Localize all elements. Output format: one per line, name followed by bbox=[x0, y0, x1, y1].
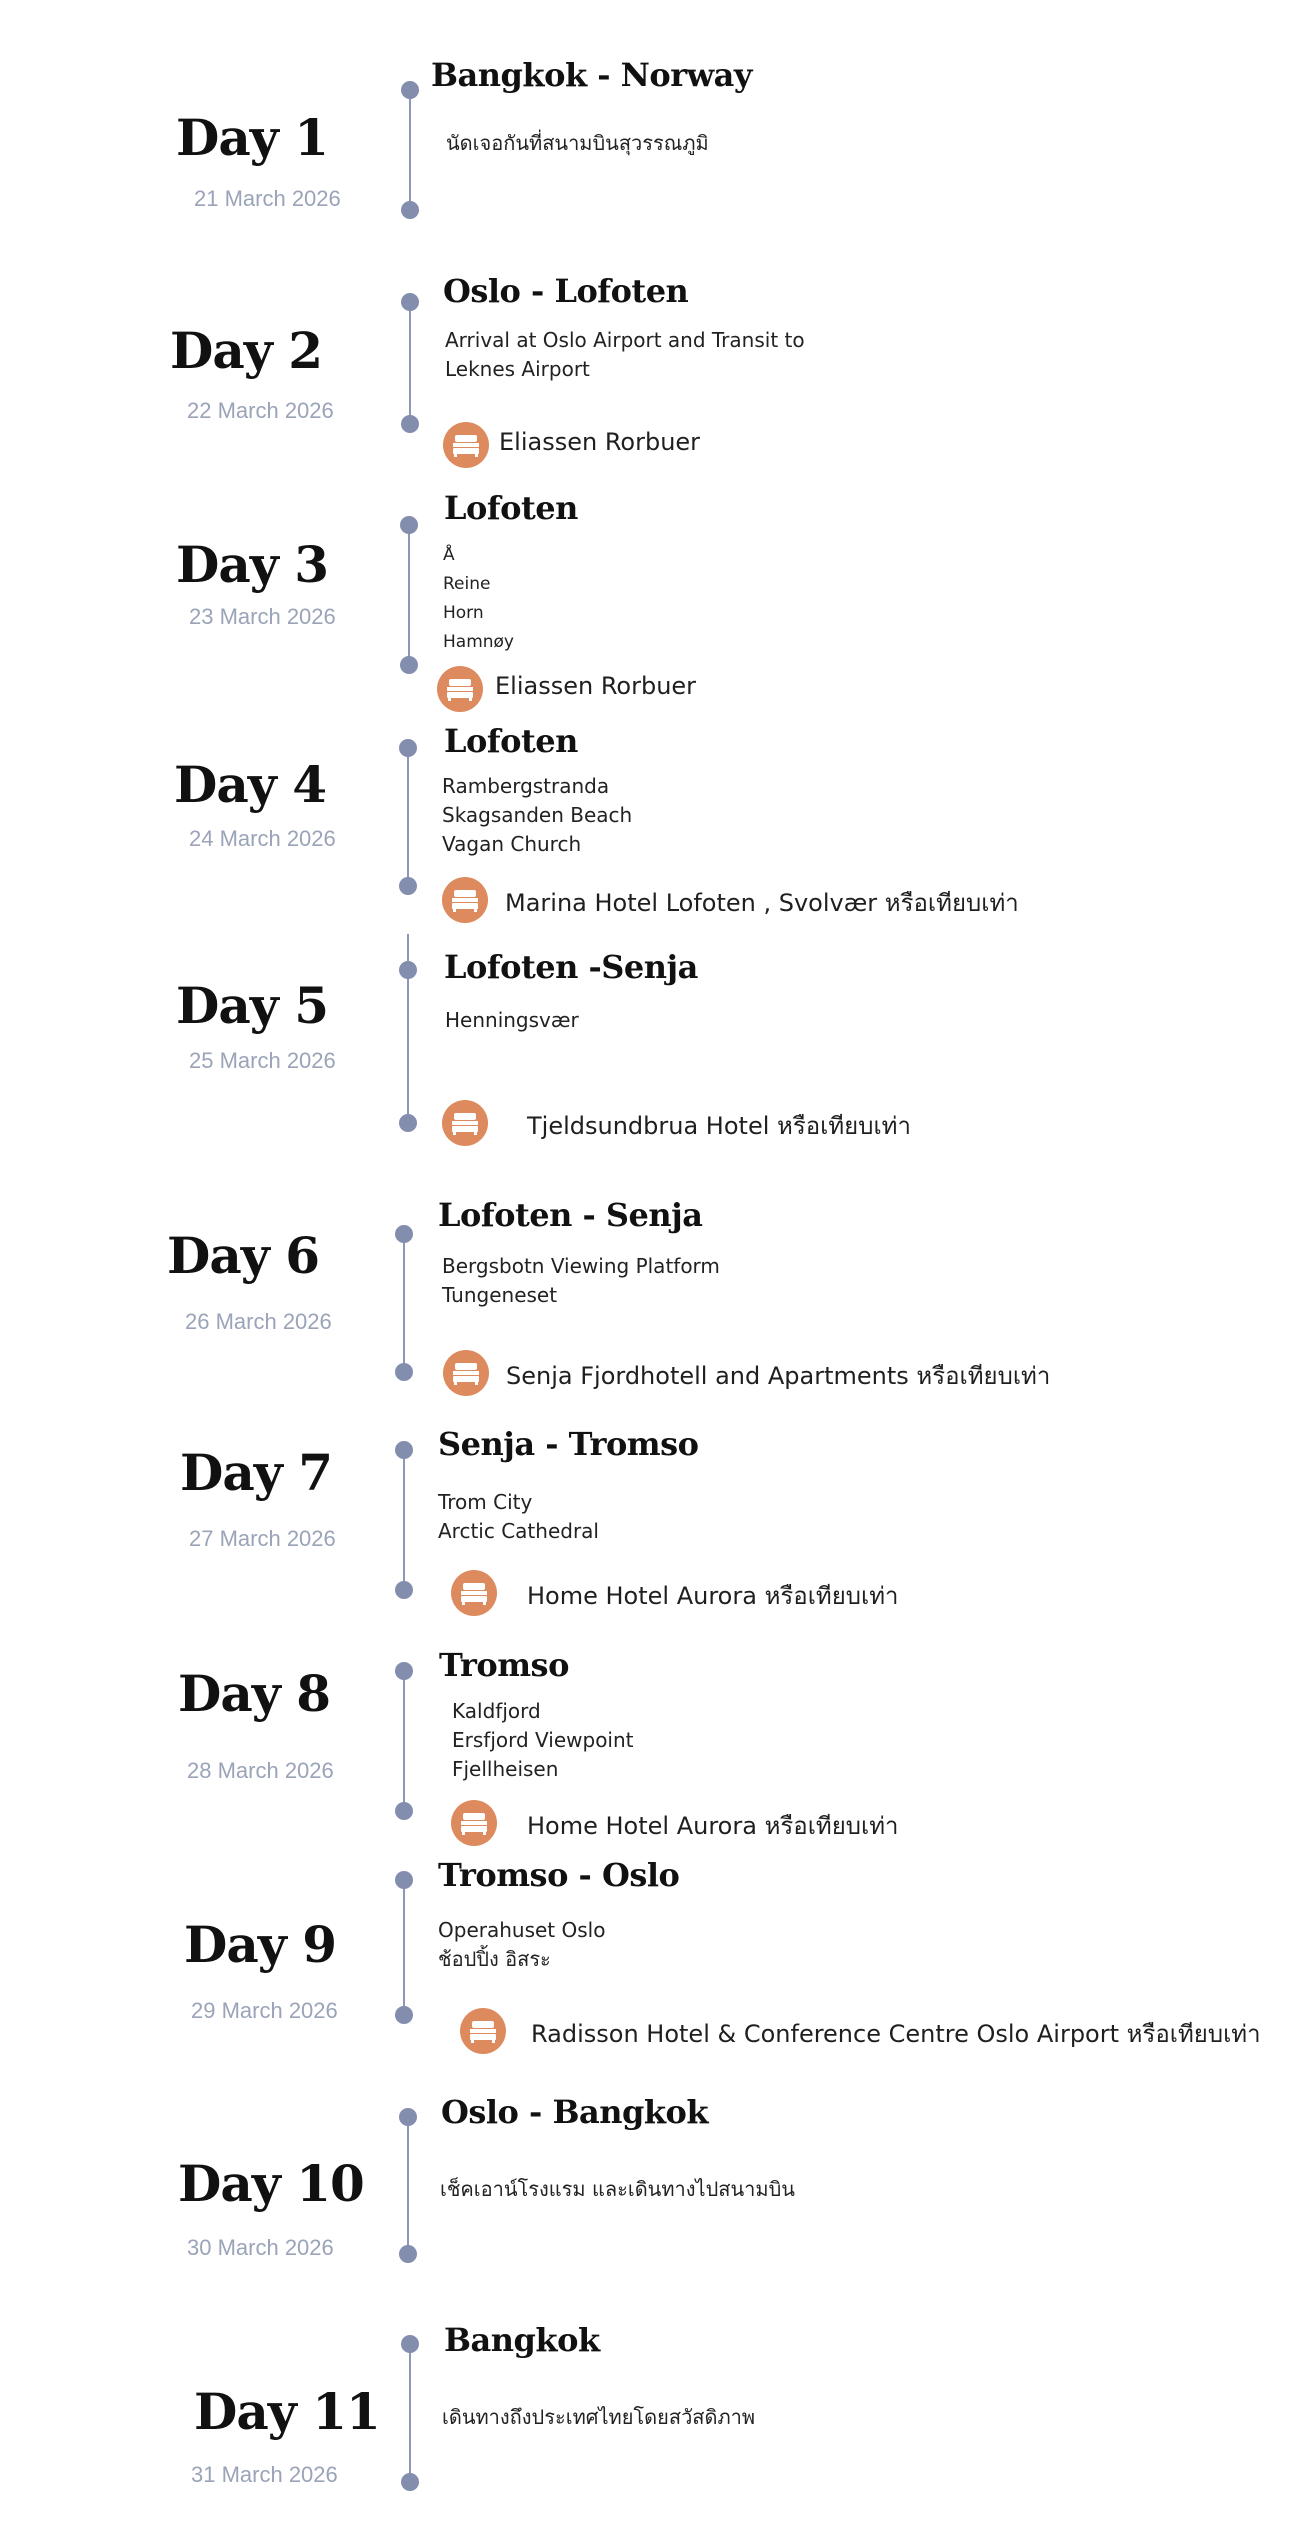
timeline-dot-start bbox=[401, 2335, 419, 2353]
timeline-line bbox=[409, 2344, 411, 2482]
route-title: Bangkok bbox=[444, 2321, 600, 2359]
day-label: Day 11 bbox=[194, 2382, 380, 2441]
activity-item: Bergsbotn Viewing Platform bbox=[442, 1254, 720, 1278]
route-title: Oslo - Bangkok bbox=[441, 2093, 709, 2131]
route-title: Lofoten bbox=[444, 489, 578, 527]
activity-item: นัดเจอกันที่สนามบินสุวรรณภูมิ bbox=[446, 131, 709, 155]
day-date: 24 March 2026 bbox=[189, 826, 336, 851]
activity-item: Vagan Church bbox=[442, 832, 582, 856]
day-date: 30 March 2026 bbox=[187, 2235, 334, 2260]
activity-item: Skagsanden Beach bbox=[442, 803, 633, 827]
activity-item: Rambergstranda bbox=[442, 774, 610, 798]
hotel-name: Eliassen Rorbuer bbox=[499, 428, 701, 456]
day-date: 21 March 2026 bbox=[194, 186, 341, 211]
activity-item: Henningsvær bbox=[445, 1008, 579, 1032]
activity-item: Leknes Airport bbox=[445, 357, 590, 381]
hotel-name: Tjeldsundbrua Hotel หรือเทียบเท่า bbox=[527, 1112, 911, 1140]
day-date: 29 March 2026 bbox=[191, 1998, 338, 2023]
activity-item: Horn bbox=[443, 603, 484, 623]
route-title: Bangkok - Norway bbox=[431, 56, 752, 94]
activity-item: Fjellheisen bbox=[452, 1757, 559, 1781]
hotel-name: Home Hotel Aurora หรือเทียบเท่า bbox=[527, 1812, 899, 1840]
hotel-name: Radisson Hotel & Conference Centre Oslo Airport หรือเทียบเท่า bbox=[531, 2020, 1261, 2048]
route-title: Lofoten - Senja bbox=[438, 1196, 703, 1234]
timeline-dot-end bbox=[401, 2473, 419, 2491]
activity-list bbox=[442, 2403, 755, 2432]
activity-item: เดินทางถึงประเทศไทยโดยสวัสดิภาพ bbox=[442, 2405, 756, 2429]
route-title: Lofoten bbox=[444, 722, 578, 760]
hotel-name: Home Hotel Aurora หรือเทียบเท่า bbox=[527, 1582, 899, 1610]
route-title: Senja - Tromso bbox=[438, 1425, 699, 1463]
day-label: Day 10 bbox=[178, 2154, 364, 2213]
activity-item: Arrival at Oslo Airport and Transit to bbox=[445, 328, 805, 352]
activity-item: Tungeneset bbox=[442, 1283, 558, 1307]
day-label: Day 6 bbox=[167, 1226, 320, 1285]
day-label: Day 1 bbox=[176, 108, 329, 167]
route-title: Oslo - Lofoten bbox=[443, 272, 689, 310]
day-date: 26 March 2026 bbox=[185, 1309, 332, 1334]
activity-item: Arctic Cathedral bbox=[438, 1519, 599, 1543]
day-label: Day 5 bbox=[176, 976, 329, 1035]
route-title: Lofoten -Senja bbox=[444, 948, 698, 986]
day-label: Day 2 bbox=[170, 321, 323, 380]
activity-item: Reine bbox=[443, 574, 491, 594]
day-date: 31 March 2026 bbox=[191, 2462, 338, 2487]
day-date: 28 March 2026 bbox=[187, 1758, 334, 1783]
day-date: 27 March 2026 bbox=[189, 1526, 336, 1551]
activity-item: Trom City bbox=[438, 1490, 533, 1514]
hotel-name: Eliassen Rorbuer bbox=[495, 672, 697, 700]
day-label: Day 8 bbox=[178, 1664, 331, 1723]
activity-item: เช็คเอาน์โรงแรม และเดินทางไปสนามบิน bbox=[440, 2177, 795, 2201]
day-date: 25 March 2026 bbox=[189, 1048, 336, 1073]
day-label: Day 9 bbox=[184, 1915, 337, 1974]
activity-item: ช้อปปิ้ง อิสระ bbox=[438, 1947, 551, 1971]
day-label: Day 4 bbox=[174, 755, 327, 814]
day-date: 22 March 2026 bbox=[187, 398, 334, 423]
route-title: Tromso bbox=[439, 1646, 569, 1684]
activity-item: Kaldfjord bbox=[452, 1699, 541, 1723]
day-label: Day 3 bbox=[176, 535, 329, 594]
route-title: Tromso - Oslo bbox=[438, 1856, 680, 1894]
day-date: 23 March 2026 bbox=[189, 604, 336, 629]
activity-item: Ersfjord Viewpoint bbox=[452, 1728, 634, 1752]
day-label: Day 7 bbox=[180, 1443, 333, 1502]
activity-item: Hamnøy bbox=[443, 632, 514, 652]
activity-item: Å bbox=[443, 545, 455, 565]
hotel-name: Senja Fjordhotell and Apartments หรือเทียบเท่า bbox=[506, 1362, 1051, 1390]
hotel-name: Marina Hotel Lofoten , Svolvær หรือเทียบเท่า bbox=[505, 889, 1019, 917]
activity-item: Operahuset Oslo bbox=[438, 1918, 606, 1942]
